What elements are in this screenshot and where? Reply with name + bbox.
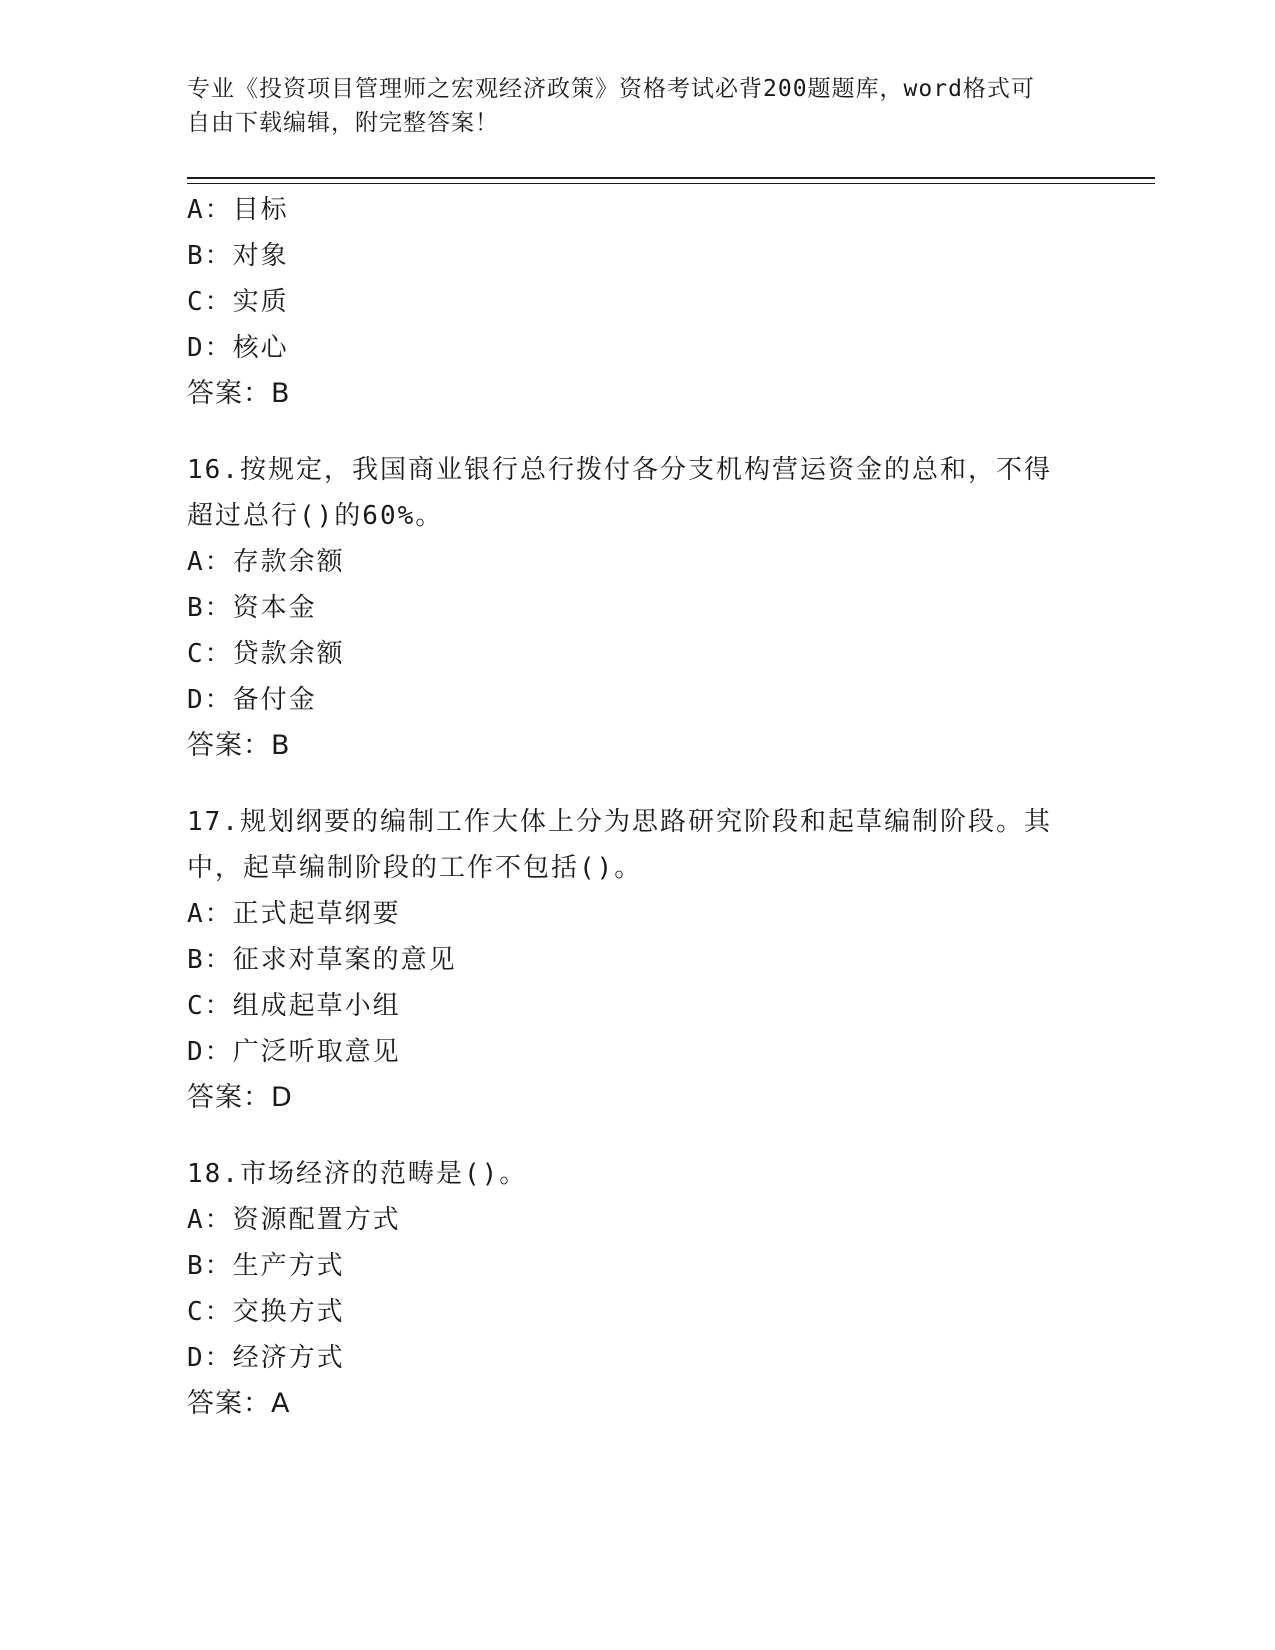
answer-value: D: [271, 1082, 293, 1113]
answer-label: 答案：: [187, 730, 271, 761]
question-17: [187, 799, 1087, 1121]
answer-line: [187, 723, 1087, 769]
option-key: A：: [187, 547, 233, 577]
answer-label: 答案：: [187, 1388, 271, 1419]
option-key: C：: [187, 287, 233, 317]
option-c: [187, 279, 1087, 325]
option-text: 经济方式: [232, 1343, 345, 1373]
question-stem-line-2: 超过总行()的60%。: [187, 501, 444, 531]
option-text: 广泛听取意见: [232, 1037, 401, 1067]
option-text: 实质: [232, 287, 289, 317]
option-d: [187, 1029, 1087, 1075]
question-list: [187, 187, 1087, 1427]
answer-line: [187, 1381, 1087, 1427]
answer-value: A: [271, 1388, 291, 1419]
option-a: [187, 891, 1087, 937]
answer-line: [187, 1075, 1087, 1121]
option-text: 资源配置方式: [232, 1205, 401, 1235]
option-key: C：: [187, 639, 233, 669]
option-b: [187, 585, 1087, 631]
option-key: A：: [187, 1205, 233, 1235]
answer-label: 答案：: [187, 378, 271, 409]
question-stem-line-2: 中，起草编制阶段的工作不包括()。: [187, 853, 643, 883]
option-a: [187, 539, 1087, 585]
option-text: 贷款余额: [232, 639, 345, 669]
option-b: [187, 1243, 1087, 1289]
option-key: C：: [187, 1297, 233, 1327]
option-key: D：: [187, 685, 233, 715]
option-key: D：: [187, 333, 233, 363]
option-key: C：: [187, 991, 233, 1021]
question-stem-line-1: 17.规划纲要的编制工作大体上分为思路研究阶段和起草编制阶段。其: [187, 807, 1052, 837]
option-key: B：: [187, 241, 233, 271]
option-text: 目标: [232, 195, 289, 225]
header-divider-thin: [187, 183, 1155, 184]
option-text: 征求对草案的意见: [232, 945, 457, 975]
answer-line: [187, 371, 1087, 417]
answer-label: 答案：: [187, 1082, 271, 1113]
option-c: [187, 1289, 1087, 1335]
option-text: 备付金: [232, 685, 317, 715]
header-line-1: 专业《投资项目管理师之宏观经济政策》资格考试必背200题题库，word格式可: [187, 76, 1035, 102]
option-key: A：: [187, 899, 233, 929]
option-d: [187, 325, 1087, 371]
answer-value: B: [271, 730, 291, 761]
option-d: [187, 1335, 1087, 1381]
header-divider-thick: [187, 177, 1155, 179]
option-text: 正式起草纲要: [232, 899, 401, 929]
option-key: B：: [187, 1251, 233, 1281]
answer-value: B: [271, 378, 291, 409]
option-d: [187, 677, 1087, 723]
option-key: D：: [187, 1343, 233, 1373]
question-stem-line-1: 18.市场经济的范畴是()。: [187, 1159, 528, 1189]
option-a: [187, 1197, 1087, 1243]
option-text: 生产方式: [232, 1251, 345, 1281]
question-15-continued: [187, 187, 1087, 417]
option-text: 资本金: [232, 593, 317, 623]
option-key: B：: [187, 945, 233, 975]
option-text: 核心: [232, 333, 289, 363]
option-text: 交换方式: [232, 1297, 345, 1327]
question-18: [187, 1151, 1087, 1427]
option-a: [187, 187, 1087, 233]
option-key: B：: [187, 593, 233, 623]
option-text: 对象: [232, 241, 289, 271]
option-c: [187, 631, 1087, 677]
question-16: [187, 447, 1087, 769]
option-text: 存款余额: [232, 547, 345, 577]
option-b: [187, 937, 1087, 983]
document-header: [187, 72, 1067, 140]
option-key: A：: [187, 195, 233, 225]
option-key: D：: [187, 1037, 233, 1067]
option-c: [187, 983, 1087, 1029]
question-stem-line-1: 16.按规定，我国商业银行总行拨付各分支机构营运资金的总和，不得: [187, 455, 1052, 485]
option-b: [187, 233, 1087, 279]
option-text: 组成起草小组: [232, 991, 401, 1021]
header-line-2: 自由下载编辑，附完整答案！: [187, 110, 499, 136]
